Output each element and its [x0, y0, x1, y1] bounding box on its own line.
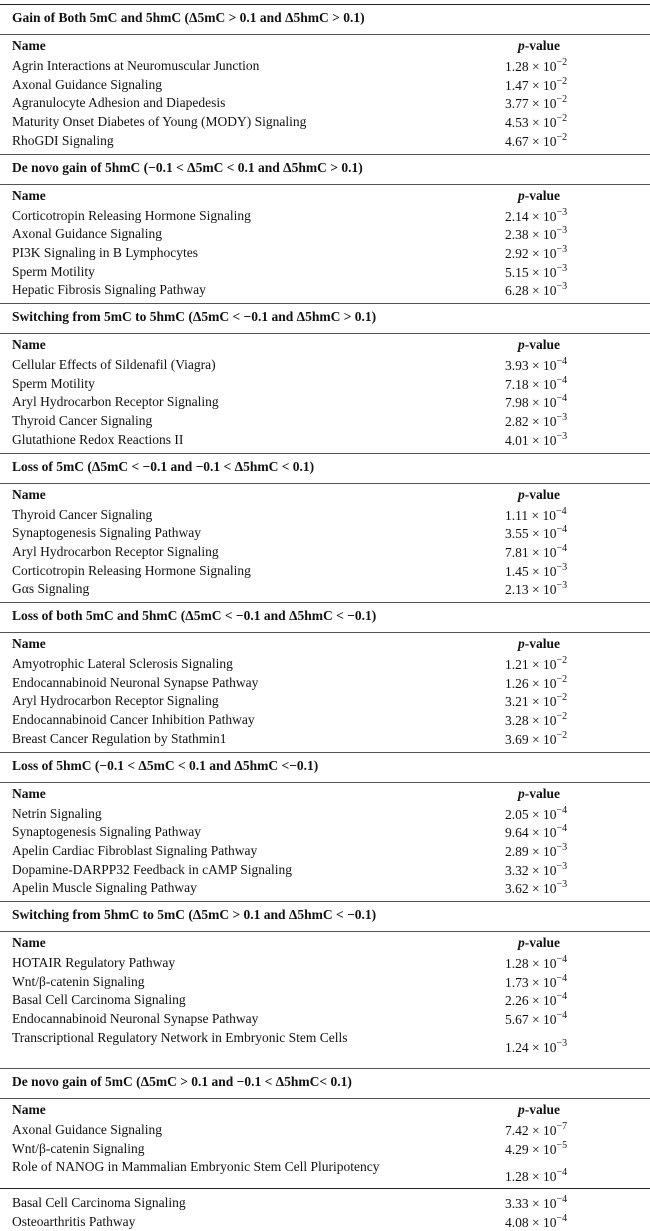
p-mantissa: 9.64	[505, 825, 529, 841]
p-exponent: −2	[556, 692, 568, 704]
p-mantissa: 7.18	[505, 376, 529, 392]
value-suffix: -value	[524, 636, 560, 651]
times-ten: × 10	[528, 283, 557, 299]
table-row-p-value	[505, 674, 567, 692]
table-row-name: Breast Cancer Regulation by Stathmin1	[12, 730, 227, 746]
times-ten: × 10	[528, 245, 557, 261]
times-ten: × 10	[528, 264, 557, 280]
header-divider	[0, 483, 650, 484]
table-row-name: Sperm Motility	[12, 375, 95, 391]
table-row-name: Gαs Signaling	[12, 581, 90, 597]
p-exponent: −3	[556, 879, 568, 891]
times-ten: × 10	[528, 993, 557, 1009]
p-mantissa: 3.93	[505, 358, 529, 373]
times-ten: × 10	[528, 96, 557, 112]
p-exponent: −4	[556, 954, 568, 965]
column-header-name: Name	[12, 486, 46, 502]
section-title: Loss of both 5mC and 5hmC (Δ5mC < −0.1 and Δ5hmC < −0.1)	[12, 608, 377, 623]
times-ten: × 10	[528, 1196, 557, 1212]
table-row-name: Synaptogenesis Signaling Pathway	[12, 525, 201, 541]
p-exponent: −4	[556, 1194, 568, 1206]
times-ten: × 10	[528, 1012, 557, 1028]
table-row-p-value	[505, 244, 567, 262]
table-row-p-value	[505, 954, 567, 972]
table-row-p-value	[505, 1140, 567, 1158]
p-exponent: −4	[556, 374, 568, 386]
p-mantissa: 2.13	[505, 582, 529, 598]
times-ten: × 10	[528, 563, 557, 579]
p-exponent: −4	[556, 524, 568, 536]
column-header-name: Name	[12, 935, 46, 950]
table-row-name: PI3K Signaling in B Lymphocytes	[12, 244, 199, 260]
times-ten: × 10	[528, 862, 557, 878]
table-row-p-value	[505, 524, 567, 542]
p-exponent: −4	[556, 972, 568, 984]
header-divider	[0, 333, 650, 334]
times-ten: × 10	[528, 713, 557, 729]
p-exponent: −4	[556, 505, 567, 517]
table-row-p-value	[505, 730, 567, 748]
table-row-p-value	[505, 1167, 567, 1185]
column-header-p-value	[518, 636, 560, 652]
table-row-p-value	[505, 692, 567, 710]
p-exponent: −2	[556, 113, 568, 125]
p-mantissa: 2.05	[505, 806, 529, 822]
header-divider	[0, 782, 650, 783]
table-row-name: Thyroid Cancer Signaling	[12, 413, 153, 429]
times-ten: × 10	[528, 133, 557, 149]
table-row-p-value	[505, 225, 567, 243]
p-mantissa: 4.67	[505, 133, 529, 149]
table-row-name: Endocannabinoid Neuronal Synapse Pathway	[12, 1011, 259, 1027]
section-title: Gain of Both 5mC and 5hmC (Δ5mC > 0.1 and Δ5hmC > 0.1)	[12, 10, 365, 25]
table-row-name: Basal Cell Carcinoma Signaling	[12, 1195, 186, 1211]
table-row-name: Corticotropin Releasing Hormone Signaling	[12, 207, 251, 223]
table-row-p-value	[505, 1213, 567, 1231]
column-header-name: Name	[12, 1101, 46, 1117]
p-exponent: −4	[556, 823, 568, 835]
table-row-name: Apelin Muscle Signaling Pathway	[12, 880, 197, 896]
p-exponent: −3	[556, 841, 568, 853]
table-row-p-value	[505, 113, 567, 131]
p-mantissa: 3.32	[505, 862, 529, 878]
table-row-p-value	[505, 823, 567, 841]
header-divider	[0, 632, 650, 633]
times-ten: × 10	[528, 881, 557, 897]
p-exponent: −7	[556, 1120, 568, 1132]
table-row-p-value	[505, 132, 567, 150]
section-title: Loss of 5hmC (−0.1 < Δ5mC < 0.1 and Δ5hmC <−0.1)	[12, 757, 319, 773]
section-divider	[0, 453, 650, 454]
p-exponent: −3	[556, 206, 568, 218]
table-row-name: Synaptogenesis Signaling Pathway	[12, 824, 201, 840]
table-row-p-value	[505, 879, 567, 897]
section-divider	[0, 4, 650, 5]
table-row-name: Endocannabinoid Cancer Inhibition Pathway	[12, 712, 255, 728]
column-header-name: Name	[12, 636, 46, 651]
p-mantissa: 1.47	[505, 77, 529, 93]
table-row-name: Cellular Effects of Sildenafil (Viagra)	[12, 357, 216, 372]
p-exponent: −4	[556, 1212, 568, 1224]
times-ten: × 10	[528, 825, 557, 841]
p-mantissa: 4.53	[505, 115, 529, 131]
p-letter: p	[518, 337, 525, 352]
p-mantissa: 2.92	[505, 245, 529, 261]
times-ten: × 10	[528, 1214, 557, 1230]
p-mantissa: 3.33	[505, 1196, 529, 1212]
p-mantissa: 1.11	[505, 507, 529, 523]
p-mantissa: 4.01	[505, 432, 529, 448]
table-row-name: Apelin Cardiac Fibroblast Signaling Pathway	[12, 842, 258, 858]
table-row-p-value	[505, 842, 567, 860]
table-row-p-value	[505, 861, 567, 879]
section-title: Loss of 5mC (Δ5mC < −0.1 and −0.1 < Δ5hmC < 0.1)	[12, 458, 315, 474]
p-mantissa: 3.21	[505, 694, 529, 710]
table-row-p-value	[505, 207, 567, 225]
p-mantissa: 2.14	[505, 208, 529, 224]
table-row-p-value	[505, 1121, 567, 1139]
p-mantissa: 3.69	[505, 731, 529, 747]
table-row-name: Aryl Hydrocarbon Receptor Signaling	[12, 693, 219, 709]
value-suffix: -value	[524, 38, 560, 53]
times-ten: × 10	[528, 657, 557, 672]
p-mantissa: 3.62	[505, 881, 529, 897]
table-row-name: Role of NANOG in Mammalian Embryonic Stem Cell Pluripotency	[12, 1159, 380, 1175]
p-letter: p	[518, 187, 525, 203]
times-ten: × 10	[528, 432, 557, 448]
p-exponent: −2	[556, 729, 568, 741]
times-ten: × 10	[528, 675, 557, 691]
p-exponent: −4	[556, 1167, 568, 1179]
section-divider	[0, 602, 650, 603]
p-exponent: −4	[556, 804, 568, 816]
p-mantissa: 2.82	[505, 414, 529, 430]
p-mantissa: 1.28	[505, 1169, 529, 1185]
table-row-name: Axonal Guidance Signaling	[12, 1121, 162, 1137]
p-mantissa: 6.28	[505, 283, 529, 299]
times-ten: × 10	[528, 1141, 557, 1157]
table-row-p-value	[505, 94, 567, 112]
times-ten: × 10	[528, 115, 557, 131]
p-mantissa: 4.08	[505, 1214, 529, 1230]
p-mantissa: 3.55	[505, 526, 529, 542]
table-row-name: Axonal Guidance Signaling	[12, 76, 162, 92]
p-mantissa: 1.45	[505, 563, 529, 579]
p-mantissa: 5.15	[505, 264, 529, 280]
column-header-p-value	[518, 786, 560, 802]
p-letter: p	[518, 38, 525, 53]
p-mantissa: 2.89	[505, 843, 529, 859]
table-row-p-value	[505, 76, 567, 94]
table-row-name: Corticotropin Releasing Hormone Signaling	[12, 562, 251, 578]
table-row-name: Aryl Hydrocarbon Receptor Signaling	[12, 543, 219, 559]
table-row-p-value	[505, 543, 567, 561]
p-mantissa: 1.21	[505, 657, 529, 672]
section-divider	[0, 303, 650, 304]
table-row-name: Maturity Onset Diabetes of Young (MODY) Signaling	[12, 114, 307, 130]
p-exponent: −2	[556, 673, 568, 685]
p-exponent: −3	[556, 561, 568, 573]
p-mantissa: 4.29	[505, 1141, 529, 1157]
table-row-p-value	[505, 506, 567, 524]
table-row-p-value	[505, 431, 567, 449]
table-row-name: Glutathione Redox Reactions II	[12, 431, 184, 447]
table-row-p-value	[505, 711, 567, 729]
p-exponent: −3	[556, 412, 568, 424]
times-ten: × 10	[528, 843, 557, 859]
column-header-name: Name	[12, 187, 46, 203]
p-mantissa: 2.38	[505, 227, 529, 243]
column-header-p-value	[518, 38, 560, 54]
times-ten: × 10	[528, 1169, 557, 1185]
header-divider	[0, 184, 650, 185]
value-suffix: -value	[524, 187, 560, 203]
times-ten: × 10	[528, 395, 557, 411]
times-ten: × 10	[528, 376, 557, 392]
column-header-name: Name	[12, 337, 46, 352]
p-exponent: −4	[556, 1010, 568, 1022]
p-exponent: −3	[556, 281, 568, 293]
p-exponent: −3	[556, 243, 568, 255]
table-row-name: Dopamine-DARPP32 Feedback in cAMP Signaling	[12, 861, 292, 877]
table-row-p-value	[505, 805, 567, 823]
p-mantissa: 1.28	[505, 59, 529, 74]
p-mantissa: 7.42	[505, 1122, 529, 1138]
times-ten: × 10	[528, 731, 557, 747]
p-exponent: −3	[556, 580, 568, 592]
p-exponent: −3	[556, 262, 568, 274]
times-ten: × 10	[528, 227, 557, 243]
column-header-p-value	[518, 935, 560, 951]
times-ten: × 10	[528, 507, 556, 523]
times-ten: × 10	[528, 1122, 557, 1138]
table-row-p-value	[505, 655, 567, 673]
table-row-name: Thyroid Cancer Signaling	[12, 506, 153, 522]
p-exponent: −3	[556, 1037, 568, 1049]
table-row-name: Wnt/β-catenin Signaling	[12, 1140, 145, 1156]
times-ten: × 10	[528, 806, 557, 822]
table-row-name: Sperm Motility	[12, 263, 95, 279]
p-exponent: −2	[556, 131, 568, 143]
table-row-name: Agranulocyte Adhesion and Diapedesis	[12, 95, 226, 111]
p-mantissa: 3.28	[505, 713, 529, 729]
p-mantissa: 1.28	[505, 956, 529, 971]
table-row-name: Axonal Guidance Signaling	[12, 226, 162, 242]
table-row-name: RhoGDI Signaling	[12, 132, 114, 148]
p-mantissa: 1.73	[505, 974, 529, 990]
table-row-p-value	[505, 1038, 567, 1056]
times-ten: × 10	[528, 414, 557, 430]
section-divider	[0, 1068, 650, 1069]
p-exponent: −2	[556, 655, 568, 666]
table-row-p-value	[505, 580, 567, 598]
table-bottom-rule	[0, 1188, 650, 1189]
column-header-p-value	[518, 1102, 560, 1118]
p-mantissa: 3.77	[505, 96, 529, 112]
table-row-name: Transcriptional Regulatory Network in Embryonic Stem Cells	[12, 1029, 348, 1045]
times-ten: × 10	[528, 694, 557, 710]
times-ten: × 10	[528, 77, 557, 93]
p-exponent: −4	[556, 991, 568, 1003]
value-suffix: -value	[524, 785, 560, 801]
p-exponent: −4	[556, 356, 568, 367]
table-row-p-value	[505, 356, 567, 374]
header-divider	[0, 1098, 650, 1099]
p-letter: p	[518, 935, 525, 950]
table-row-p-value	[505, 973, 567, 991]
table-row-name: Wnt/β-catenin Signaling	[12, 973, 145, 989]
p-exponent: −4	[556, 542, 568, 554]
times-ten: × 10	[528, 358, 557, 373]
p-letter: p	[518, 636, 525, 651]
value-suffix: -value	[524, 337, 560, 352]
section-divider	[0, 901, 650, 902]
table-row-p-value	[505, 375, 567, 393]
section-divider	[0, 752, 650, 753]
p-exponent: −2	[556, 711, 568, 723]
p-exponent: −2	[556, 57, 568, 68]
p-exponent: −3	[556, 225, 568, 237]
table-row-p-value	[505, 562, 567, 580]
column-header-name: Name	[12, 38, 46, 53]
times-ten: × 10	[528, 526, 557, 542]
table-row-p-value	[505, 281, 567, 299]
column-header-p-value	[518, 487, 560, 503]
p-exponent: −5	[556, 1139, 568, 1151]
column-header-name: Name	[12, 785, 46, 801]
table-row-name: Netrin Signaling	[12, 805, 102, 821]
value-suffix: -value	[524, 1101, 560, 1117]
times-ten: × 10	[528, 59, 557, 74]
table-row-p-value	[505, 393, 567, 411]
p-letter: p	[518, 486, 525, 502]
table-row-p-value	[505, 57, 567, 75]
header-divider	[0, 34, 650, 35]
section-title: Switching from 5hmC to 5mC (Δ5mC > 0.1 and Δ5hmC < −0.1)	[12, 907, 377, 922]
section-divider	[0, 154, 650, 155]
table-row-name: Hepatic Fibrosis Signaling Pathway	[12, 282, 206, 298]
p-mantissa: 1.26	[505, 675, 529, 691]
p-mantissa: 5.67	[505, 1012, 529, 1028]
times-ten: × 10	[528, 974, 557, 990]
times-ten: × 10	[528, 582, 557, 598]
p-mantissa: 7.98	[505, 395, 529, 411]
p-exponent: −2	[556, 94, 568, 106]
value-suffix: -value	[524, 486, 560, 502]
table-row-name: Agrin Interactions at Neuromuscular Junction	[12, 58, 260, 73]
p-exponent: −3	[556, 430, 568, 442]
table-row-p-value	[505, 263, 567, 281]
section-title: De novo gain of 5hmC (−0.1 < Δ5mC < 0.1 and Δ5hmC > 0.1)	[12, 159, 363, 175]
table-row-name: Aryl Hydrocarbon Receptor Signaling	[12, 394, 219, 410]
table-row-p-value	[505, 1010, 567, 1028]
section-title: De novo gain of 5mC (Δ5mC > 0.1 and −0.1 < Δ5hmC< 0.1)	[12, 1073, 352, 1089]
header-divider	[0, 931, 650, 932]
table-row-name: Endocannabinoid Neuronal Synapse Pathway	[12, 674, 259, 690]
p-mantissa: 1.24	[505, 1039, 529, 1055]
p-exponent: −4	[556, 393, 568, 405]
column-header-p-value	[518, 337, 560, 353]
table-row-p-value	[505, 991, 567, 1009]
p-exponent: −3	[556, 860, 568, 872]
p-letter: p	[518, 785, 525, 801]
table-row-name: Amyotrophic Lateral Sclerosis Signaling	[12, 656, 233, 671]
column-header-p-value	[518, 188, 560, 204]
times-ten: × 10	[528, 544, 557, 560]
p-mantissa: 7.81	[505, 544, 529, 560]
times-ten: × 10	[528, 208, 557, 224]
p-mantissa: 2.26	[505, 993, 529, 1009]
table-row-name: Osteoarthritis Pathway	[12, 1213, 136, 1229]
section-title: Switching from 5mC to 5hmC (Δ5mC < −0.1 and Δ5hmC > 0.1)	[12, 309, 377, 324]
table-row-p-value	[505, 412, 567, 430]
times-ten: × 10	[528, 956, 557, 971]
value-suffix: -value	[524, 935, 560, 950]
table-row-p-value	[505, 1194, 567, 1212]
times-ten: × 10	[528, 1039, 557, 1055]
table-row-name: Basal Cell Carcinoma Signaling	[12, 992, 186, 1008]
p-exponent: −2	[556, 75, 568, 87]
table-row-name: HOTAIR Regulatory Pathway	[12, 955, 176, 970]
p-letter: p	[518, 1101, 525, 1117]
